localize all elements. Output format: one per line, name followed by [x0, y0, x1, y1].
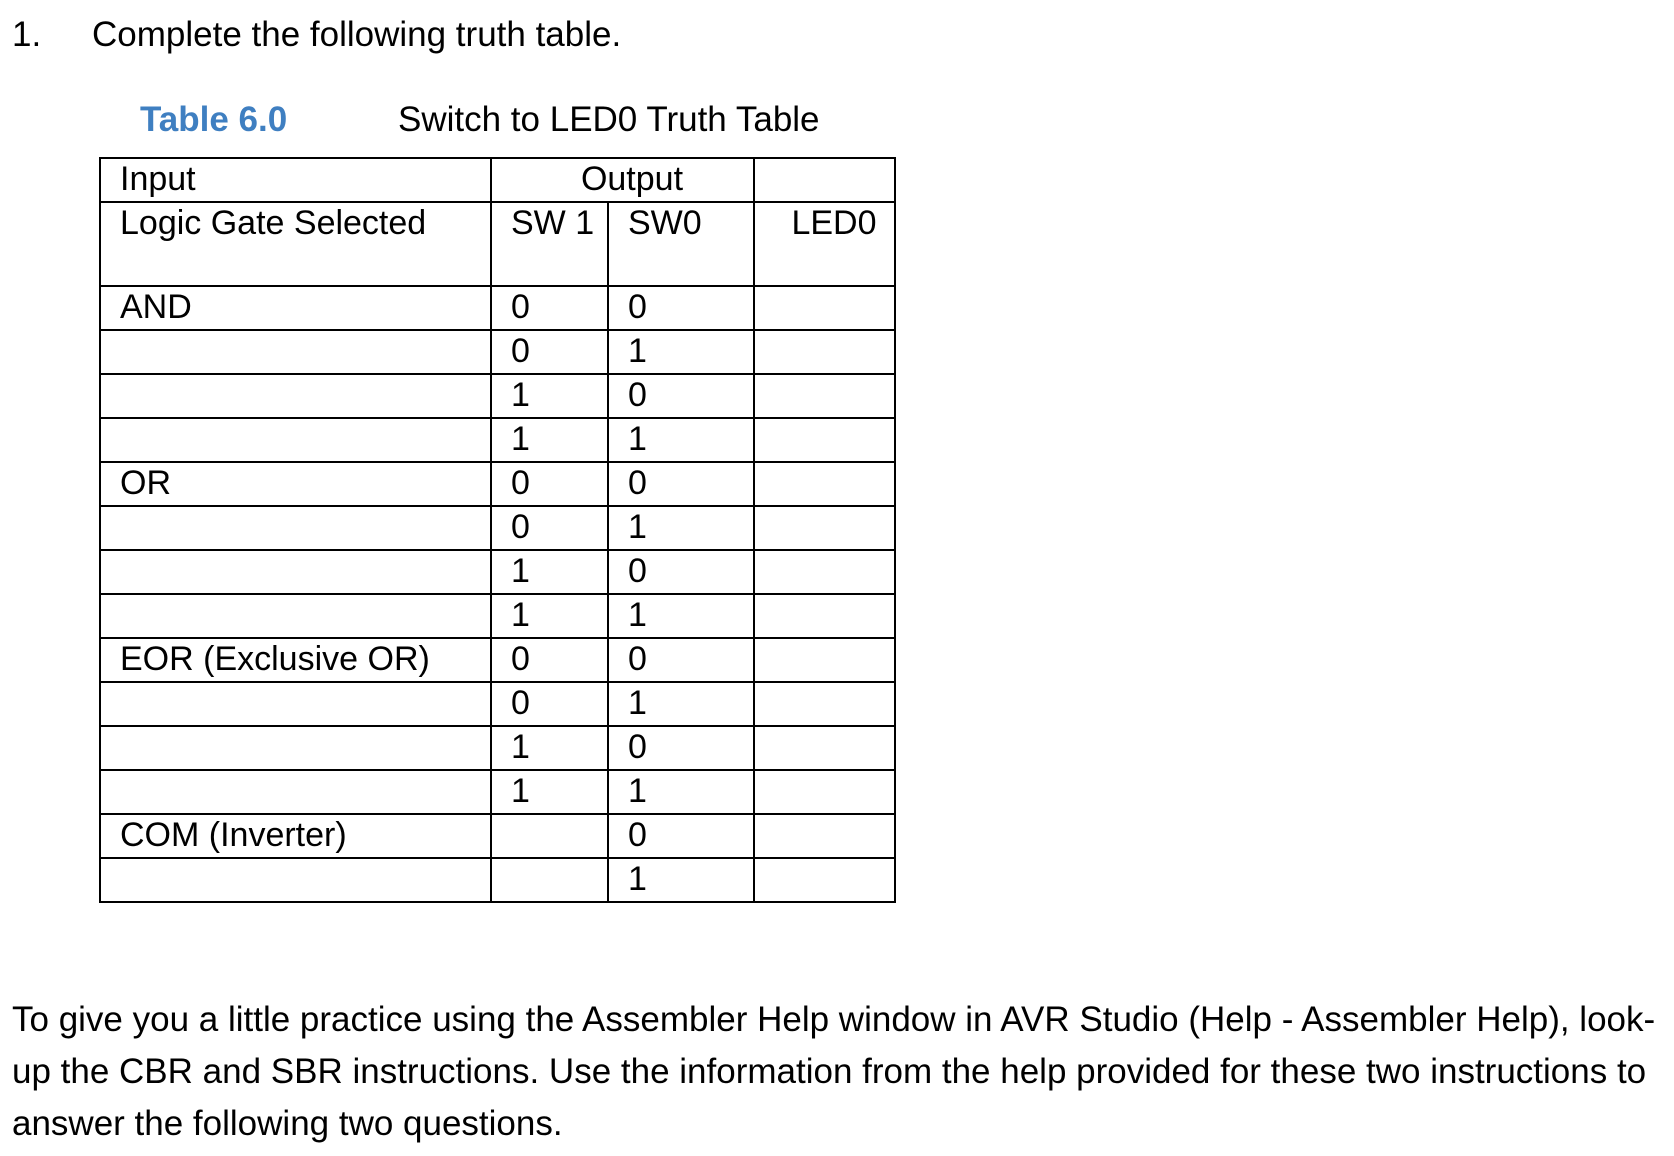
table-row	[100, 594, 895, 638]
cell-led0[interactable]	[754, 506, 895, 550]
cell-sw1: 0	[491, 682, 608, 726]
table-header-row	[100, 158, 895, 202]
cell-sw0: 0	[608, 550, 754, 594]
table-subheader-row	[100, 202, 895, 286]
cell-sw1	[491, 858, 608, 902]
cell-sw1: 1	[491, 550, 608, 594]
cell-gate	[100, 858, 491, 902]
cell-sw0: 1	[608, 330, 754, 374]
cell-sw1: 1	[491, 726, 608, 770]
cell-sw0: 1	[608, 682, 754, 726]
cell-led0[interactable]	[754, 858, 895, 902]
cell-gate: OR	[100, 462, 491, 506]
cell-led0[interactable]	[754, 418, 895, 462]
cell-sw0: 1	[608, 594, 754, 638]
cell-gate	[100, 506, 491, 550]
cell-sw1: 0	[491, 330, 608, 374]
cell-sw1: 1	[491, 418, 608, 462]
header-sw0: SW0	[608, 202, 754, 286]
cell-sw0: 1	[608, 506, 754, 550]
table-row	[100, 550, 895, 594]
table-row	[100, 638, 895, 682]
header-logic-gate: Logic Gate Selected	[100, 202, 491, 286]
cell-sw0: 0	[608, 726, 754, 770]
table-row	[100, 418, 895, 462]
cell-led0[interactable]	[754, 374, 895, 418]
cell-sw1: 0	[491, 286, 608, 330]
cell-gate: AND	[100, 286, 491, 330]
cell-led0[interactable]	[754, 726, 895, 770]
header-led0: LED0	[754, 202, 895, 286]
cell-gate	[100, 550, 491, 594]
question-text: Complete the following truth table.	[92, 15, 622, 54]
cell-led0[interactable]	[754, 814, 895, 858]
cell-sw1: 1	[491, 594, 608, 638]
question-heading	[12, 14, 621, 56]
header-sw1: SW 1	[491, 202, 608, 286]
header-output: Output	[491, 158, 754, 202]
cell-sw1: 0	[491, 462, 608, 506]
cell-led0[interactable]	[754, 682, 895, 726]
cell-sw0: 1	[608, 770, 754, 814]
header-input: Input	[100, 158, 491, 202]
table-caption	[140, 99, 820, 141]
cell-sw0: 1	[608, 858, 754, 902]
table-row	[100, 814, 895, 858]
cell-gate	[100, 770, 491, 814]
cell-gate	[100, 594, 491, 638]
cell-sw1: 1	[491, 374, 608, 418]
cell-sw1: 0	[491, 638, 608, 682]
cell-gate	[100, 726, 491, 770]
table-row	[100, 858, 895, 902]
cell-sw0: 0	[608, 286, 754, 330]
cell-gate: COM (Inverter)	[100, 814, 491, 858]
table-row	[100, 506, 895, 550]
cell-sw0: 0	[608, 374, 754, 418]
cell-gate	[100, 330, 491, 374]
cell-gate	[100, 682, 491, 726]
cell-sw1	[491, 814, 608, 858]
question-number: 1.	[12, 15, 42, 54]
table-row	[100, 374, 895, 418]
table-number: Table 6.0	[140, 100, 288, 139]
header-empty	[754, 158, 895, 202]
table-row	[100, 330, 895, 374]
cell-led0[interactable]	[754, 594, 895, 638]
cell-led0[interactable]	[754, 462, 895, 506]
table-row	[100, 682, 895, 726]
cell-gate	[100, 418, 491, 462]
table-row	[100, 462, 895, 506]
cell-sw0: 0	[608, 462, 754, 506]
instruction-paragraph: To give you a little practice using the Assembler Help window in AVR Studio (Help - Assembler Help), look-up the CBR and SBR instructions. Use the information from the help provided for these two instructions to answer the following two questions.	[12, 1000, 1656, 1143]
truth-table	[99, 157, 896, 903]
table-row	[100, 726, 895, 770]
table-row	[100, 770, 895, 814]
table-row	[100, 286, 895, 330]
cell-sw0: 0	[608, 638, 754, 682]
cell-sw0: 1	[608, 418, 754, 462]
cell-sw0: 0	[608, 814, 754, 858]
cell-led0[interactable]	[754, 638, 895, 682]
cell-led0[interactable]	[754, 550, 895, 594]
cell-led0[interactable]	[754, 286, 895, 330]
table-title: Switch to LED0 Truth Table	[398, 100, 820, 139]
cell-gate	[100, 374, 491, 418]
cell-sw1: 0	[491, 506, 608, 550]
cell-led0[interactable]	[754, 330, 895, 374]
cell-sw1: 1	[491, 770, 608, 814]
cell-gate: EOR (Exclusive OR)	[100, 638, 491, 682]
cell-led0[interactable]	[754, 770, 895, 814]
